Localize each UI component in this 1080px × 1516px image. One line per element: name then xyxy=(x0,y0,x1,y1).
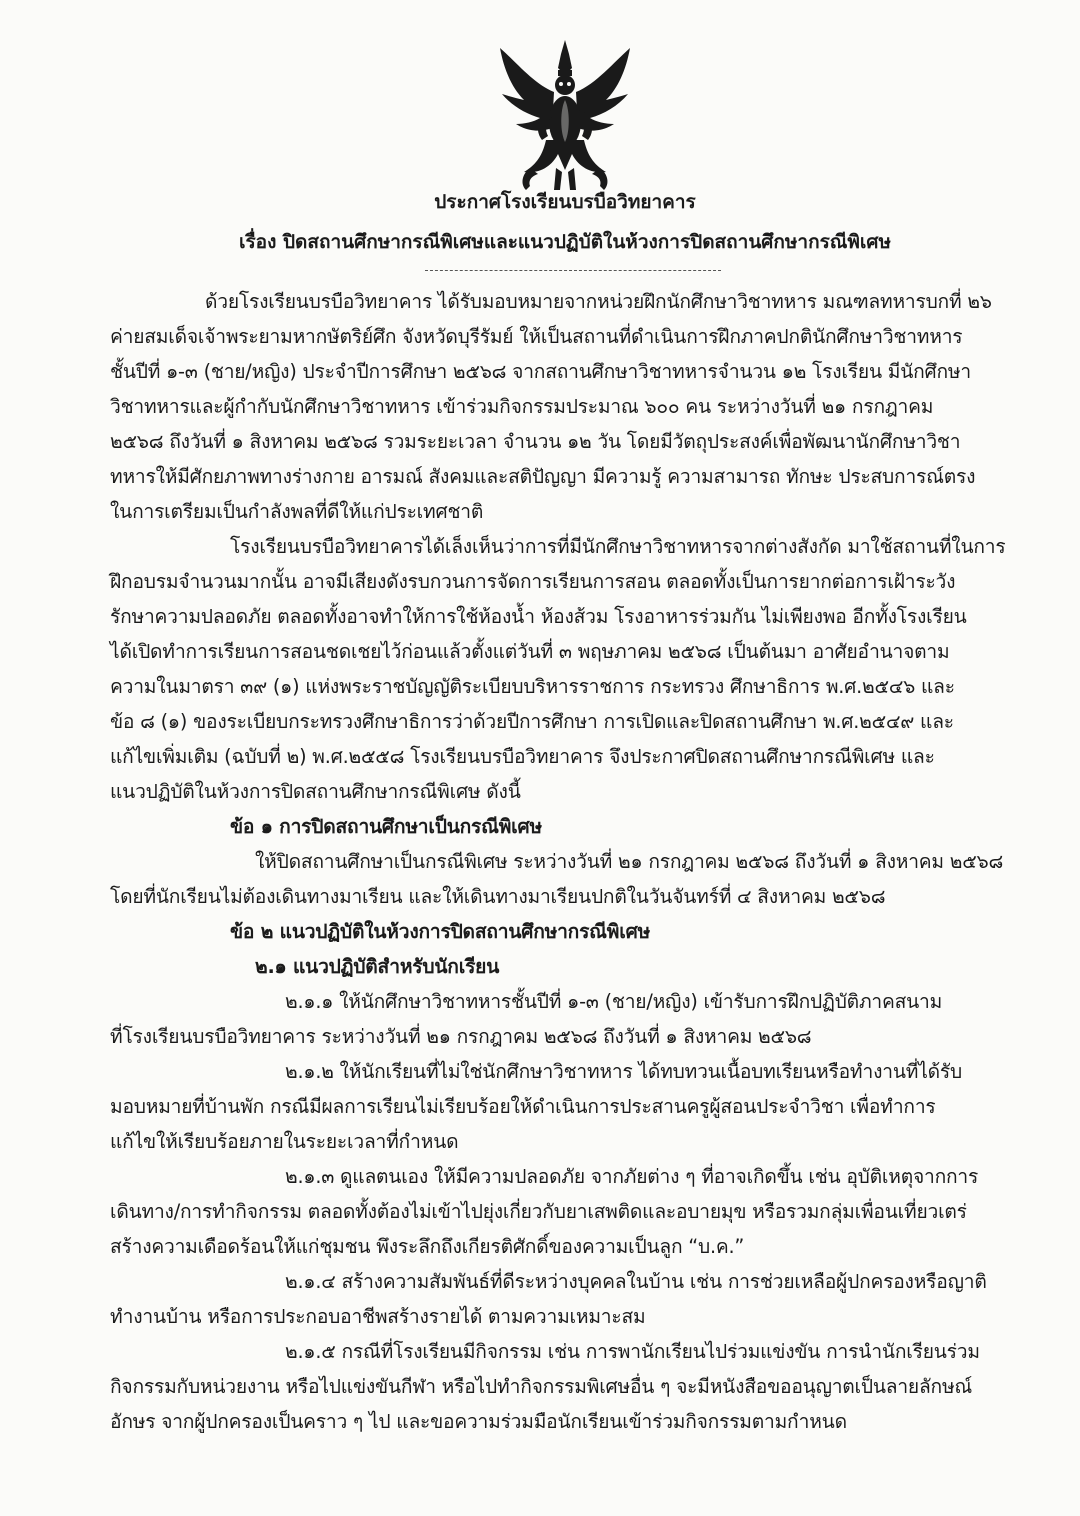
body-line: ด้วยโรงเรียนบรบือวิทยาคาร ได้รับมอบหมายจากหน่วยฝึกนักศึกษาวิชาทหาร มณฑลทหารบกที่ ๒๖ xyxy=(205,290,992,313)
divider xyxy=(425,270,721,271)
announcement-subject: เรื่อง ปิดสถานศึกษากรณีพิเศษและแนวปฏิบัติในห้วงการปิดสถานศึกษากรณีพิเศษ xyxy=(238,231,892,253)
body-line: ได้เปิดทำการเรียนการสอนชดเชยไว้ก่อนแล้วตั้งแต่วันที่ ๓ พฤษภาคม ๒๕๖๘ เป็นต้นมา อาศัยอำนาจตาม xyxy=(110,640,950,663)
body-line: ในการเตรียมเป็นกำลังพลที่ดีให้แก่ประเทศชาติ xyxy=(110,500,484,523)
body-line: ๒.๑.๕ กรณีที่โรงเรียนมีกิจกรรม เช่น การพานักเรียนไปร่วมแข่งขัน การนำนักเรียนร่วม xyxy=(285,1340,980,1363)
subsection-heading: ๒.๑ แนวปฏิบัติสำหรับนักเรียน xyxy=(255,955,500,978)
section-heading: ข้อ ๑ การปิดสถานศึกษาเป็นกรณีพิเศษ xyxy=(230,815,542,838)
body-line: เดินทาง/การทำกิจกรรม ตลอดทั้งต้องไม่เข้าไปยุ่งเกี่ยวกับยาเสพติดและอบายมุข หรือรวมกลุ่มเพื่อนเที่ยวเตร่ xyxy=(110,1200,967,1223)
body-line: ๒.๑.๔ สร้างความสัมพันธ์ที่ดีระหว่างบุคคลในบ้าน เช่น การช่วยเหลือผู้ปกครองหรือญาติ xyxy=(285,1270,987,1293)
body-line: ฝึกอบรมจำนวนมากนั้น อาจมีเสียงดังรบกวนการจัดการเรียนการสอน ตลอดทั้งเป็นการยากต่อการเฝ้าระวัง xyxy=(110,570,956,593)
section-heading: ข้อ ๒ แนวปฏิบัติในห้วงการปิดสถานศึกษากรณีพิเศษ xyxy=(230,920,651,943)
body-line: ความในมาตรา ๓๙ (๑) แห่งพระราชบัญญัติระเบียบบริหารราชการ กระทรวง ศึกษาธิการ พ.ศ.๒๕๔๖ และ xyxy=(110,675,955,698)
garuda-emblem xyxy=(494,40,636,192)
body-line: กิจกรรมกับหน่วยงาน หรือไปแข่งขันกีฬา หรือไปทำกิจกรรมพิเศษอื่น ๆ จะมีหนังสือขออนุญาตเป็นลายลักษณ์ xyxy=(110,1375,973,1398)
body-line: สร้างความเดือดร้อนให้แก่ชุมชน พึงระลึกถึงเกียรติศักดิ์ของความเป็นลูก “บ.ค.” xyxy=(110,1235,745,1258)
body-line: ค่ายสมเด็จเจ้าพระยามหากษัตริย์ศึก จังหวัดบุรีรัมย์ ให้เป็นสถานที่ดำเนินการฝึกภาคปกตินักศึกษาวิชาทหาร xyxy=(110,325,963,348)
announcement-title: ประกาศโรงเรียนบรบือวิทยาคาร xyxy=(434,191,696,213)
body-line: ๒.๑.๒ ให้นักเรียนที่ไม่ใช่นักศึกษาวิชาทหาร ได้ทบทวนเนื้อบทเรียนหรือทำงานที่ได้รับ xyxy=(285,1060,963,1083)
body-line: แก้ไขเพิ่มเติม (ฉบับที่ ๒) พ.ศ.๒๕๕๘ โรงเรียนบรบือวิทยาคาร จึงประกาศปิดสถานศึกษากรณีพิเศษ และ xyxy=(110,745,935,768)
body-line: ๒.๑.๓ ดูแลตนเอง ให้มีความปลอดภัย จากภัยต่าง ๆ ที่อาจเกิดขึ้น เช่น อุบัติเหตุจากการ xyxy=(285,1165,979,1188)
body-line: แก้ไขให้เรียบร้อยภายในระยะเวลาที่กำหนด xyxy=(110,1130,459,1153)
body-line: มอบหมายที่บ้านพัก กรณีมีผลการเรียนไม่เรียบร้อยให้ดำเนินการประสานครูผู้สอนประจำวิชา เพื่อทำการ xyxy=(110,1095,936,1118)
body-line: ที่โรงเรียนบรบือวิทยาคาร ระหว่างวันที่ ๒๑ กรกฎาคม ๒๕๖๘ ถึงวันที่ ๑ สิงหาคม ๒๕๖๘ xyxy=(110,1025,812,1048)
body-line: วิชาทหารและผู้กำกับนักศึกษาวิชาทหาร เข้าร่วมกิจกรรมประมาณ ๖๐๐ คน ระหว่างวันที่ ๒๑ กรกฎาคม xyxy=(110,395,934,418)
body-line: โรงเรียนบรบือวิทยาคารได้เล็งเห็นว่าการที่มีนักศึกษาวิชาทหารจากต่างสังกัด มาใช้สถานที่ในการ xyxy=(230,535,1006,558)
body-line: ทหารให้มีศักยภาพทางร่างกาย อารมณ์ สังคมและสติปัญญา มีความรู้ ความสามารถ ทักษะ ประสบการณ์ตรง xyxy=(110,465,976,488)
body-line: แนวปฏิบัติในห้วงการปิดสถานศึกษากรณีพิเศษ ดังนี้ xyxy=(110,780,521,803)
body-line: รักษาความปลอดภัย ตลอดทั้งอาจทำให้การใช้ห้องน้ำ ห้องส้วม โรงอาหารร่วมกัน ไม่เพียงพอ อีกทั้งโรงเรียน xyxy=(110,605,967,628)
body-line: ๒๕๖๘ ถึงวันที่ ๑ สิงหาคม ๒๕๖๘ รวมระยะเวลา จำนวน ๑๒ วัน โดยมีวัตถุประสงค์เพื่อพัฒนานักศึกษาวิชา xyxy=(110,430,961,453)
body-line: โดยที่นักเรียนไม่ต้องเดินทางมาเรียน และให้เดินทางมาเรียนปกติในวันจันทร์ที่ ๔ สิงหาคม ๒๕๖๘ xyxy=(110,885,886,908)
body-line: ให้ปิดสถานศึกษาเป็นกรณีพิเศษ ระหว่างวันที่ ๒๑ กรกฎาคม ๒๕๖๘ ถึงวันที่ ๑ สิงหาคม ๒๕๖๘ xyxy=(255,850,1004,873)
body-line: ชั้นปีที่ ๑-๓ (ชาย/หญิง) ประจำปีการศึกษา ๒๕๖๘ จากสถานศึกษาวิชาทหารจำนวน ๑๒ โรงเรียน มีนักศึกษา xyxy=(110,360,971,383)
body-line: ๒.๑.๑ ให้นักศึกษาวิชาทหารชั้นปีที่ ๑-๓ (ชาย/หญิง) เข้ารับการฝึกปฏิบัติภาคสนาม xyxy=(285,990,943,1013)
body-line: ทำงานบ้าน หรือการประกอบอาชีพสร้างรายได้ ตามความเหมาะสม xyxy=(110,1305,646,1328)
body-line: ข้อ ๘ (๑) ของระเบียบกระทรวงศึกษาธิการว่าด้วยปีการศึกษา การเปิดและปิดสถานศึกษา พ.ศ.๒๕๔๙ และ xyxy=(110,710,954,733)
body-line: อักษร จากผู้ปกครองเป็นคราว ๆ ไป และขอความร่วมมือนักเรียนเข้าร่วมกิจกรรมตามกำหนด xyxy=(110,1410,847,1433)
